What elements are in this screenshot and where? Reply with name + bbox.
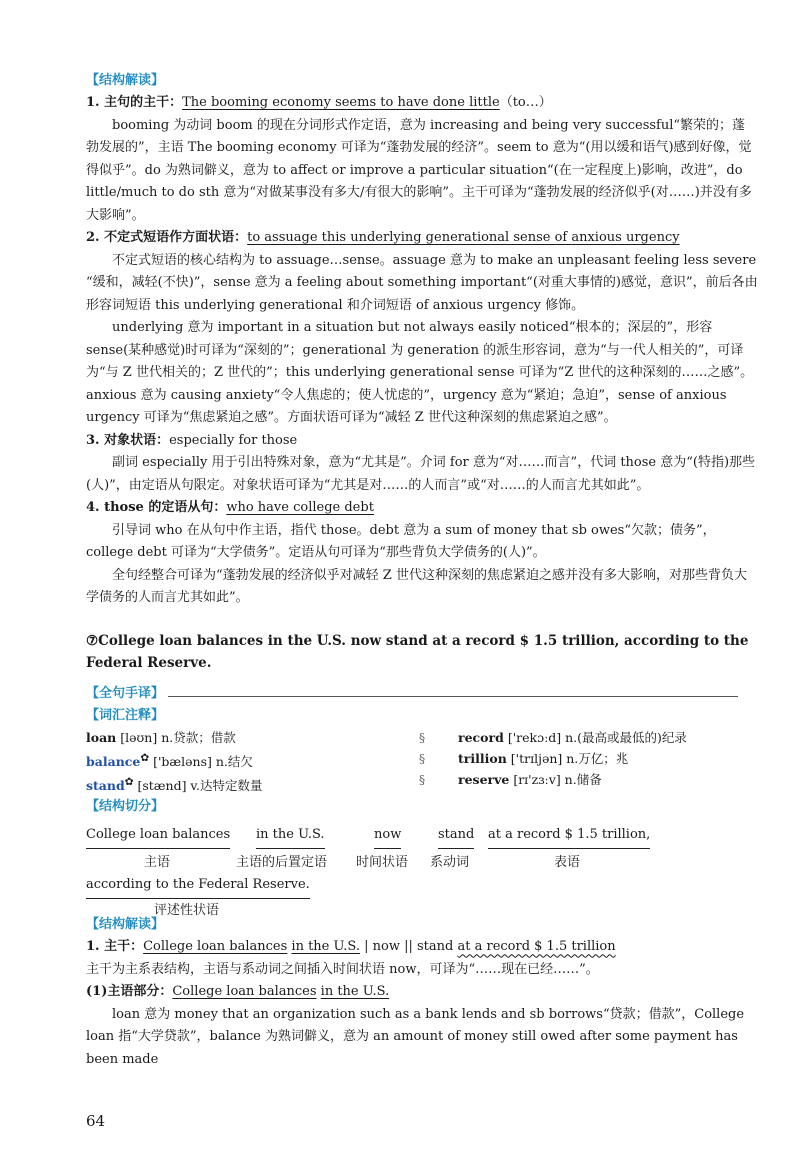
q2-number: (1)主语部分： bbox=[86, 984, 173, 1000]
point-1-tail: （to…） bbox=[499, 95, 552, 110]
vocab-word: trillion bbox=[458, 751, 507, 766]
q1-modifier: in the U.S. bbox=[291, 939, 360, 955]
structure-split bbox=[86, 818, 758, 919]
vocab-word: record bbox=[458, 730, 504, 745]
q1-body: 主干为主系表结构，主语与系动词之间插入时间状语 now，可译为“……现在已经……”。 bbox=[86, 961, 599, 977]
section-heading-structure: 【结构解读】 bbox=[86, 73, 165, 88]
section-heading-split: 【结构切分】 bbox=[86, 799, 165, 815]
q1-predicative: at a record $ 1.5 trillion bbox=[457, 939, 616, 955]
vocab-item bbox=[86, 727, 386, 748]
split-segment: at a record $ 1.5 trillion, bbox=[488, 824, 650, 849]
page-content bbox=[86, 70, 758, 1071]
point-1-english: The booming economy seems to have done little bbox=[182, 95, 500, 110]
point-2-number: 2. 不定式短语作方面状语： bbox=[86, 230, 248, 245]
point-4-body: 引导词 who 在从句中作主语，指代 those。debt 意为 a sum of money that sb owes“欠款；债务”，college debt 可译为“大学债务”。定语从句可译为“那些背负大学债务的(人)”。 bbox=[86, 522, 716, 560]
section-heading-vocab: 【词汇注释】 bbox=[86, 708, 165, 723]
q1-heading bbox=[86, 936, 758, 959]
split-segment: College loan balances bbox=[86, 824, 230, 849]
vocab-word: balance bbox=[86, 754, 141, 770]
vocab-def: [rɪ'zɜːv] n.储备 bbox=[513, 772, 602, 787]
split-label: 表语 bbox=[554, 855, 581, 871]
translate-row bbox=[86, 682, 758, 706]
vocab-word: reserve bbox=[458, 772, 510, 787]
translation-blank-line bbox=[168, 682, 738, 697]
q1-adverb: | now || bbox=[364, 939, 413, 955]
flower-icon: ✿ bbox=[124, 776, 134, 789]
point-1-number: 1. 主句的主干： bbox=[86, 95, 183, 110]
point-2-body-1: 不定式短语的核心结构为 to assuage…sense。assuage 意为 to make an unpleasant feeling less severe “缓和，减轻(不快)”，sense 意为 a feeling about something important“(对重大事情的)感觉，意识”，前后各由形容词短语 this underlying generational 和介词短语 of anxious urgency 修饰。 bbox=[86, 252, 758, 313]
point-4-heading bbox=[86, 497, 758, 520]
summary-translation: 全句经整合可译为“蓬勃发展的经济似乎对减轻 Z 世代这种深刻的焦虑紧迫之感并没有多大影响，对那些背负大学债务的人而言尤其如此”。 bbox=[86, 567, 747, 605]
q2-modifier: in the U.S. bbox=[320, 984, 390, 1000]
vocab-item bbox=[458, 748, 758, 769]
section-heading-structure-2: 【结构解读】 bbox=[86, 917, 165, 933]
q2-heading bbox=[86, 981, 758, 1004]
point-2-heading bbox=[86, 227, 758, 250]
point-2-body-2: underlying 意为 important in a situation but not always easily noticed“根本的；深层的”，形容 sense(某种感觉)时可译为“深刻的”；generational 为 generation 的派生形容词，意为“与一代人相关的”，可译为“与 Z 世代相关的；Z 世代的”；this underlying generational sense 可译为“Z 世代的这种深刻的……之感”。anxious 意为 causing anxiety“令人焦虑的；使人忧虑的”，urgency 意为“紧迫；急迫”，sense of anxious urgency 可译为“焦虑紧迫之感”。方面状语可译为“减轻 Z 世代这种深刻的焦虑紧迫之感”。 bbox=[86, 320, 754, 425]
vocab-column-right bbox=[458, 727, 758, 796]
split-label: 主语 bbox=[144, 855, 171, 871]
split-label: 系动词 bbox=[430, 855, 470, 871]
split-segment: in the U.S. bbox=[256, 824, 325, 849]
flower-icon: ✿ bbox=[140, 752, 150, 764]
vocab-column-left bbox=[86, 727, 386, 796]
point-4-number: 4. those 的定语从句： bbox=[86, 500, 227, 515]
q1-number: 1. 主干： bbox=[86, 939, 144, 955]
vocab-item bbox=[86, 772, 386, 796]
vocab-def: [ləʊn] n.贷款；借款 bbox=[120, 730, 236, 745]
page-number: 64 bbox=[86, 1112, 106, 1130]
point-4-english: who have college debt bbox=[226, 500, 374, 515]
vocab-item bbox=[86, 748, 386, 772]
point-1-body: booming 为动词 boom 的现在分词形式作定语，意为 increasing and being very successful“繁荣的；蓬勃发展的”，主语 The booming economy 可译为“蓬勃发展的经济”。seem to 意为“(用以缓和语气)感到好像，觉得似乎”。do 为熟词僻义，意为 to affect or improve a particular situation“(在一定程度上)影响，改进”，do little/much to do sth 意为“对做某事没有多大/有很大的影响”。主干可译为“蓬勃发展的经济似乎(对……)并没有多大影响”。 bbox=[86, 117, 752, 223]
split-segment: now bbox=[374, 824, 401, 849]
split-segment: stand bbox=[438, 824, 474, 849]
vocab-item bbox=[458, 727, 758, 748]
vocab-list bbox=[86, 727, 758, 796]
split-segment: according to the Federal Reserve. bbox=[86, 874, 310, 899]
vocab-def: ['trɪljən] n.万亿；兆 bbox=[510, 751, 629, 766]
sentence-7: ⑦College loan balances in the U.S. now stand at a record $ 1.5 trillion, according to the Federal Reserve. bbox=[86, 632, 749, 671]
vocab-divider-icon: § § § bbox=[418, 730, 426, 787]
vocab-def: ['bæləns] n.结欠 bbox=[153, 754, 253, 770]
vocab-word: loan bbox=[86, 730, 117, 745]
point-3-number: 3. 对象状语： bbox=[86, 432, 170, 448]
point-2-english: to assuage this underlying generational sense of anxious urgency bbox=[247, 230, 680, 245]
q2-body: loan 意为 money that an organization such as a bank lends and sb borrows“贷款；借款”，College loan 指“大学贷款”，balance 为熟词僻义，意为 an amount of money still owed after some payment has been made bbox=[86, 1006, 745, 1067]
point-3-english: especially for those bbox=[169, 432, 298, 448]
split-label: 主语的后置定语 bbox=[236, 855, 328, 871]
section-heading-translate: 【全句手译】 bbox=[86, 685, 165, 701]
vocab-item bbox=[458, 769, 758, 790]
q1-subject: College loan balances bbox=[143, 939, 288, 955]
split-label: 评述性状语 bbox=[154, 903, 220, 919]
point-3-body: 副词 especially 用于引出特殊对象，意为“尤其是”。介词 for 意为“对……而言”，代词 those 意为“(特指)那些(人)”，由定语从句限定。对象状语可译为“尤其是对……的人而言”或“对……的人而言尤其如此”。 bbox=[86, 455, 756, 493]
point-1-heading bbox=[86, 92, 758, 115]
point-3-heading bbox=[86, 430, 758, 453]
vocab-word: stand bbox=[86, 778, 125, 794]
q1-verb: stand bbox=[417, 939, 454, 955]
vocab-def: [stænd] v.达特定数量 bbox=[137, 778, 263, 794]
vocab-def: ['rekɔːd] n.(最高或最低的)纪录 bbox=[507, 730, 687, 745]
q2-subject: College loan balances bbox=[172, 984, 317, 1000]
split-label: 时间状语 bbox=[356, 855, 409, 871]
